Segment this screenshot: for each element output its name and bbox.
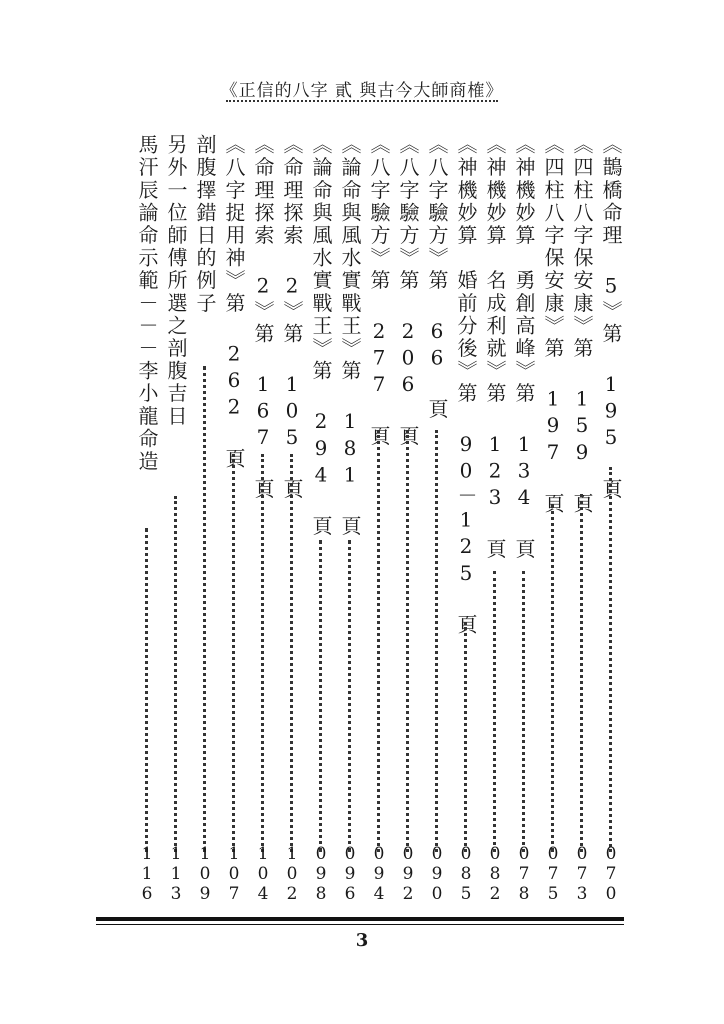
toc-entry-leader-dots <box>377 430 380 852</box>
toc-entry[interactable] <box>452 134 479 904</box>
page-header-title: 《正信的八字 貳 與古今大師商榷》 <box>220 81 504 101</box>
toc-entry-leader-dots <box>319 540 322 852</box>
toc-entry-page-number: 082 <box>485 844 505 904</box>
toc-entry-page-number: 104 <box>253 844 273 904</box>
footer-rule-thick <box>96 917 624 921</box>
toc-entry-leader-dots <box>464 622 467 852</box>
toc-entry-page-number: 113 <box>166 844 186 904</box>
toc-entry-leader-dots <box>348 540 351 852</box>
toc-entry-title: 《論命與風水實戰王》第 294 頁 <box>309 134 333 539</box>
toc-entry-leader-dots <box>493 571 496 852</box>
toc-entry-page-number: 107 <box>224 844 244 904</box>
toc-entry[interactable] <box>307 134 334 904</box>
toc-entry[interactable] <box>220 134 247 904</box>
toc-entry-title: 《神機妙算 婚前分後》第 90－125 頁 <box>454 134 478 637</box>
toc-entry[interactable] <box>510 134 537 904</box>
header-dotted-rule <box>226 100 498 102</box>
toc-entry[interactable] <box>278 134 305 904</box>
toc-entry[interactable] <box>249 134 276 904</box>
toc-entry-leader-dots <box>580 494 583 852</box>
toc-entry-page-number: 090 <box>427 844 447 904</box>
toc-entry[interactable] <box>597 134 624 904</box>
toc-entry-leader-dots <box>406 430 409 852</box>
toc-entry[interactable] <box>191 134 218 904</box>
toc-entry[interactable] <box>133 134 160 904</box>
toc-entry-title: 《八字驗方》第 66 頁 <box>425 134 449 422</box>
toc-entry-title: 《命理探索 2》第 167 頁 <box>251 134 275 501</box>
toc-entry[interactable] <box>423 134 450 904</box>
toc-entry-title: 另外一位師傅所選之剖腹吉日 <box>164 134 188 428</box>
toc-entry-title: 《神機妙算 名成利就》第 123 頁 <box>483 134 507 561</box>
toc-entry[interactable] <box>568 134 595 904</box>
toc-entry[interactable] <box>394 134 421 904</box>
toc-entry-page-number: 078 <box>514 844 534 904</box>
toc-entry-page-number: 070 <box>601 844 621 904</box>
toc-entry-leader-dots <box>203 366 206 852</box>
toc-entry-page-number: 085 <box>456 844 476 904</box>
toc-entry-title: 《神機妙算 勇創高峰》第 134 頁 <box>512 134 536 561</box>
toc-entry-title: 《四柱八字保安康》第 197 頁 <box>541 134 565 516</box>
footer-page-number: 3 <box>355 930 369 951</box>
toc-entry-title: 《鵲橋命理 5》第 195 頁 <box>599 134 623 501</box>
toc-entry[interactable] <box>539 134 566 904</box>
toc-entry-leader-dots <box>522 571 525 852</box>
toc-entry-leader-dots <box>174 496 177 852</box>
toc-entry-title: 《論命與風水實戰王》第 181 頁 <box>338 134 362 539</box>
toc-entry-title: 《八字驗方》第 206 頁 <box>396 134 420 448</box>
toc-entry-leader-dots <box>435 430 438 852</box>
toc-entry-page-number: 109 <box>195 844 215 904</box>
toc-entry-leader-dots <box>232 454 235 852</box>
toc-entry-page-number: 102 <box>282 844 302 904</box>
toc-entry-page-number: 098 <box>311 844 331 904</box>
toc-entry-title: 《命理探索 2》第 105 頁 <box>280 134 304 501</box>
toc-entry-page-number: 075 <box>543 844 563 904</box>
toc-entry-page-number: 116 <box>137 844 157 904</box>
toc-entry-title: 《四柱八字保安康》第 159 頁 <box>570 134 594 516</box>
toc-entry-title: 《八字捉用神》第 262 頁 <box>222 134 246 471</box>
toc-entry-leader-dots <box>609 467 612 852</box>
toc-entry-title: 《八字驗方》第 277 頁 <box>367 134 391 448</box>
toc-entry-leader-dots <box>290 454 293 852</box>
toc-entry-leader-dots <box>551 504 554 852</box>
toc-entry-page-number: 073 <box>572 844 592 904</box>
toc-entry-page-number: 094 <box>369 844 389 904</box>
toc-entry-title: 馬汗辰論命示範－－－李小龍命造 <box>135 134 159 473</box>
toc-entry[interactable] <box>336 134 363 904</box>
toc-entry[interactable] <box>481 134 508 904</box>
table-of-contents <box>96 134 624 904</box>
footer-rule-thin <box>96 924 624 925</box>
toc-entry-title: 剖腹擇錯日的例子 <box>193 134 217 315</box>
toc-entry[interactable] <box>162 134 189 904</box>
toc-entry-page-number: 092 <box>398 844 418 904</box>
toc-entry[interactable] <box>365 134 392 904</box>
toc-entry-page-number: 096 <box>340 844 360 904</box>
toc-entry-leader-dots <box>145 528 148 852</box>
toc-entry-leader-dots <box>261 454 264 852</box>
